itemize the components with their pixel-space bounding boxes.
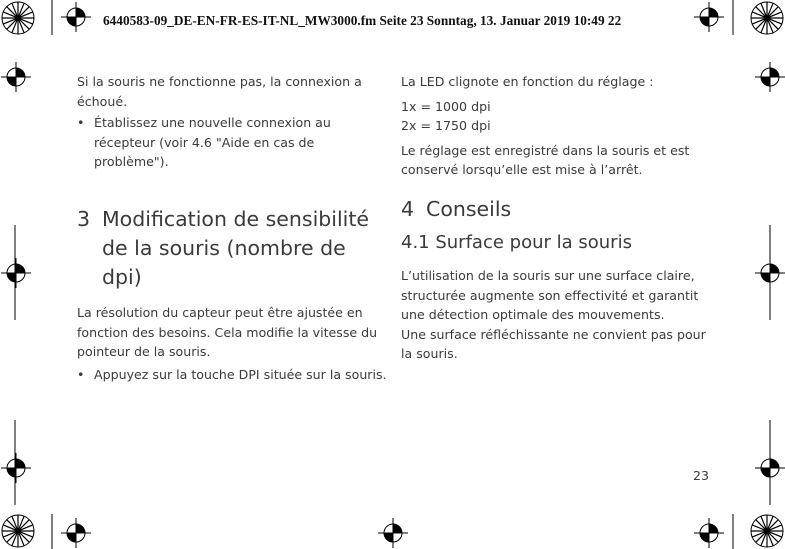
section-3-bullet-list	[77, 365, 387, 385]
left-column	[77, 72, 387, 384]
registration-mark-icon	[378, 518, 408, 548]
section-3-heading	[77, 205, 387, 292]
section-3-text: La résolution du capteur peut être ajustée en fonction des besoins. Cela modifie la vitesse du pointeur de la souris.	[77, 304, 378, 360]
registration-mark-icon	[61, 2, 91, 32]
registration-mark-icon	[1, 62, 31, 92]
section-4-number: 4	[401, 196, 415, 221]
registration-mark-icon	[1, 258, 31, 288]
page-number: 23	[693, 468, 710, 483]
registration-mark-icon	[1, 453, 31, 483]
section-4-1-heading: 4.1 Surface pour la souris	[401, 231, 632, 253]
section-4-1-text-1: L’utilisation de la souris sur une surface claire, structurée augmente son effectivité et garantit une détection optimale des mouvements.	[401, 267, 699, 323]
intro-bullet: • Établissez une nouvelle connexion au récepteur (voir 4.6 "Aide en cas de problème").	[77, 113, 387, 172]
registration-mark-icon	[755, 453, 785, 483]
section-3-number: 3	[77, 206, 91, 231]
file-info-header: 6440583-09_DE-EN-FR-ES-IT-NL_MW3000.fm Seite 23 Sonntag, 13. Januar 2019 10:49 22	[103, 13, 622, 28]
dpi-setting-2: 2x = 1750 dpi	[401, 118, 491, 134]
section-3-title: Modification de sensibilité de la souris (nombre de dpi)	[102, 206, 370, 289]
right-column	[401, 72, 711, 364]
section-4-heading	[401, 195, 711, 224]
dpi-setting-1: 1x = 1000 dpi	[401, 98, 491, 114]
saved-text: Le réglage est enregistré dans la souris et est conservé lorsqu’elle est mise à l’arrêt.	[401, 142, 690, 178]
intro-text: Si la souris ne fonctionne pas, la connexion a échoué.	[77, 74, 362, 109]
led-text: La LED clignote en fonction du réglage :	[401, 74, 654, 89]
registration-mark-icon	[694, 2, 724, 32]
section-3-bullet: • Appuyez sur la touche DPI située sur la souris.	[77, 365, 387, 385]
starburst-mark-icon	[0, 513, 36, 549]
registration-mark-icon	[755, 62, 785, 92]
registration-mark-icon	[755, 258, 785, 288]
registration-mark-icon	[61, 518, 91, 548]
registration-mark-icon	[694, 518, 724, 548]
starburst-mark-icon	[749, 0, 785, 36]
starburst-mark-icon	[0, 0, 36, 36]
intro-bullet-list	[77, 113, 387, 172]
starburst-mark-icon	[749, 513, 785, 549]
section-4-title: Conseils	[426, 196, 512, 221]
section-4-1-text-2: Une surface réfléchissante ne convient pas pour la souris.	[401, 326, 706, 362]
